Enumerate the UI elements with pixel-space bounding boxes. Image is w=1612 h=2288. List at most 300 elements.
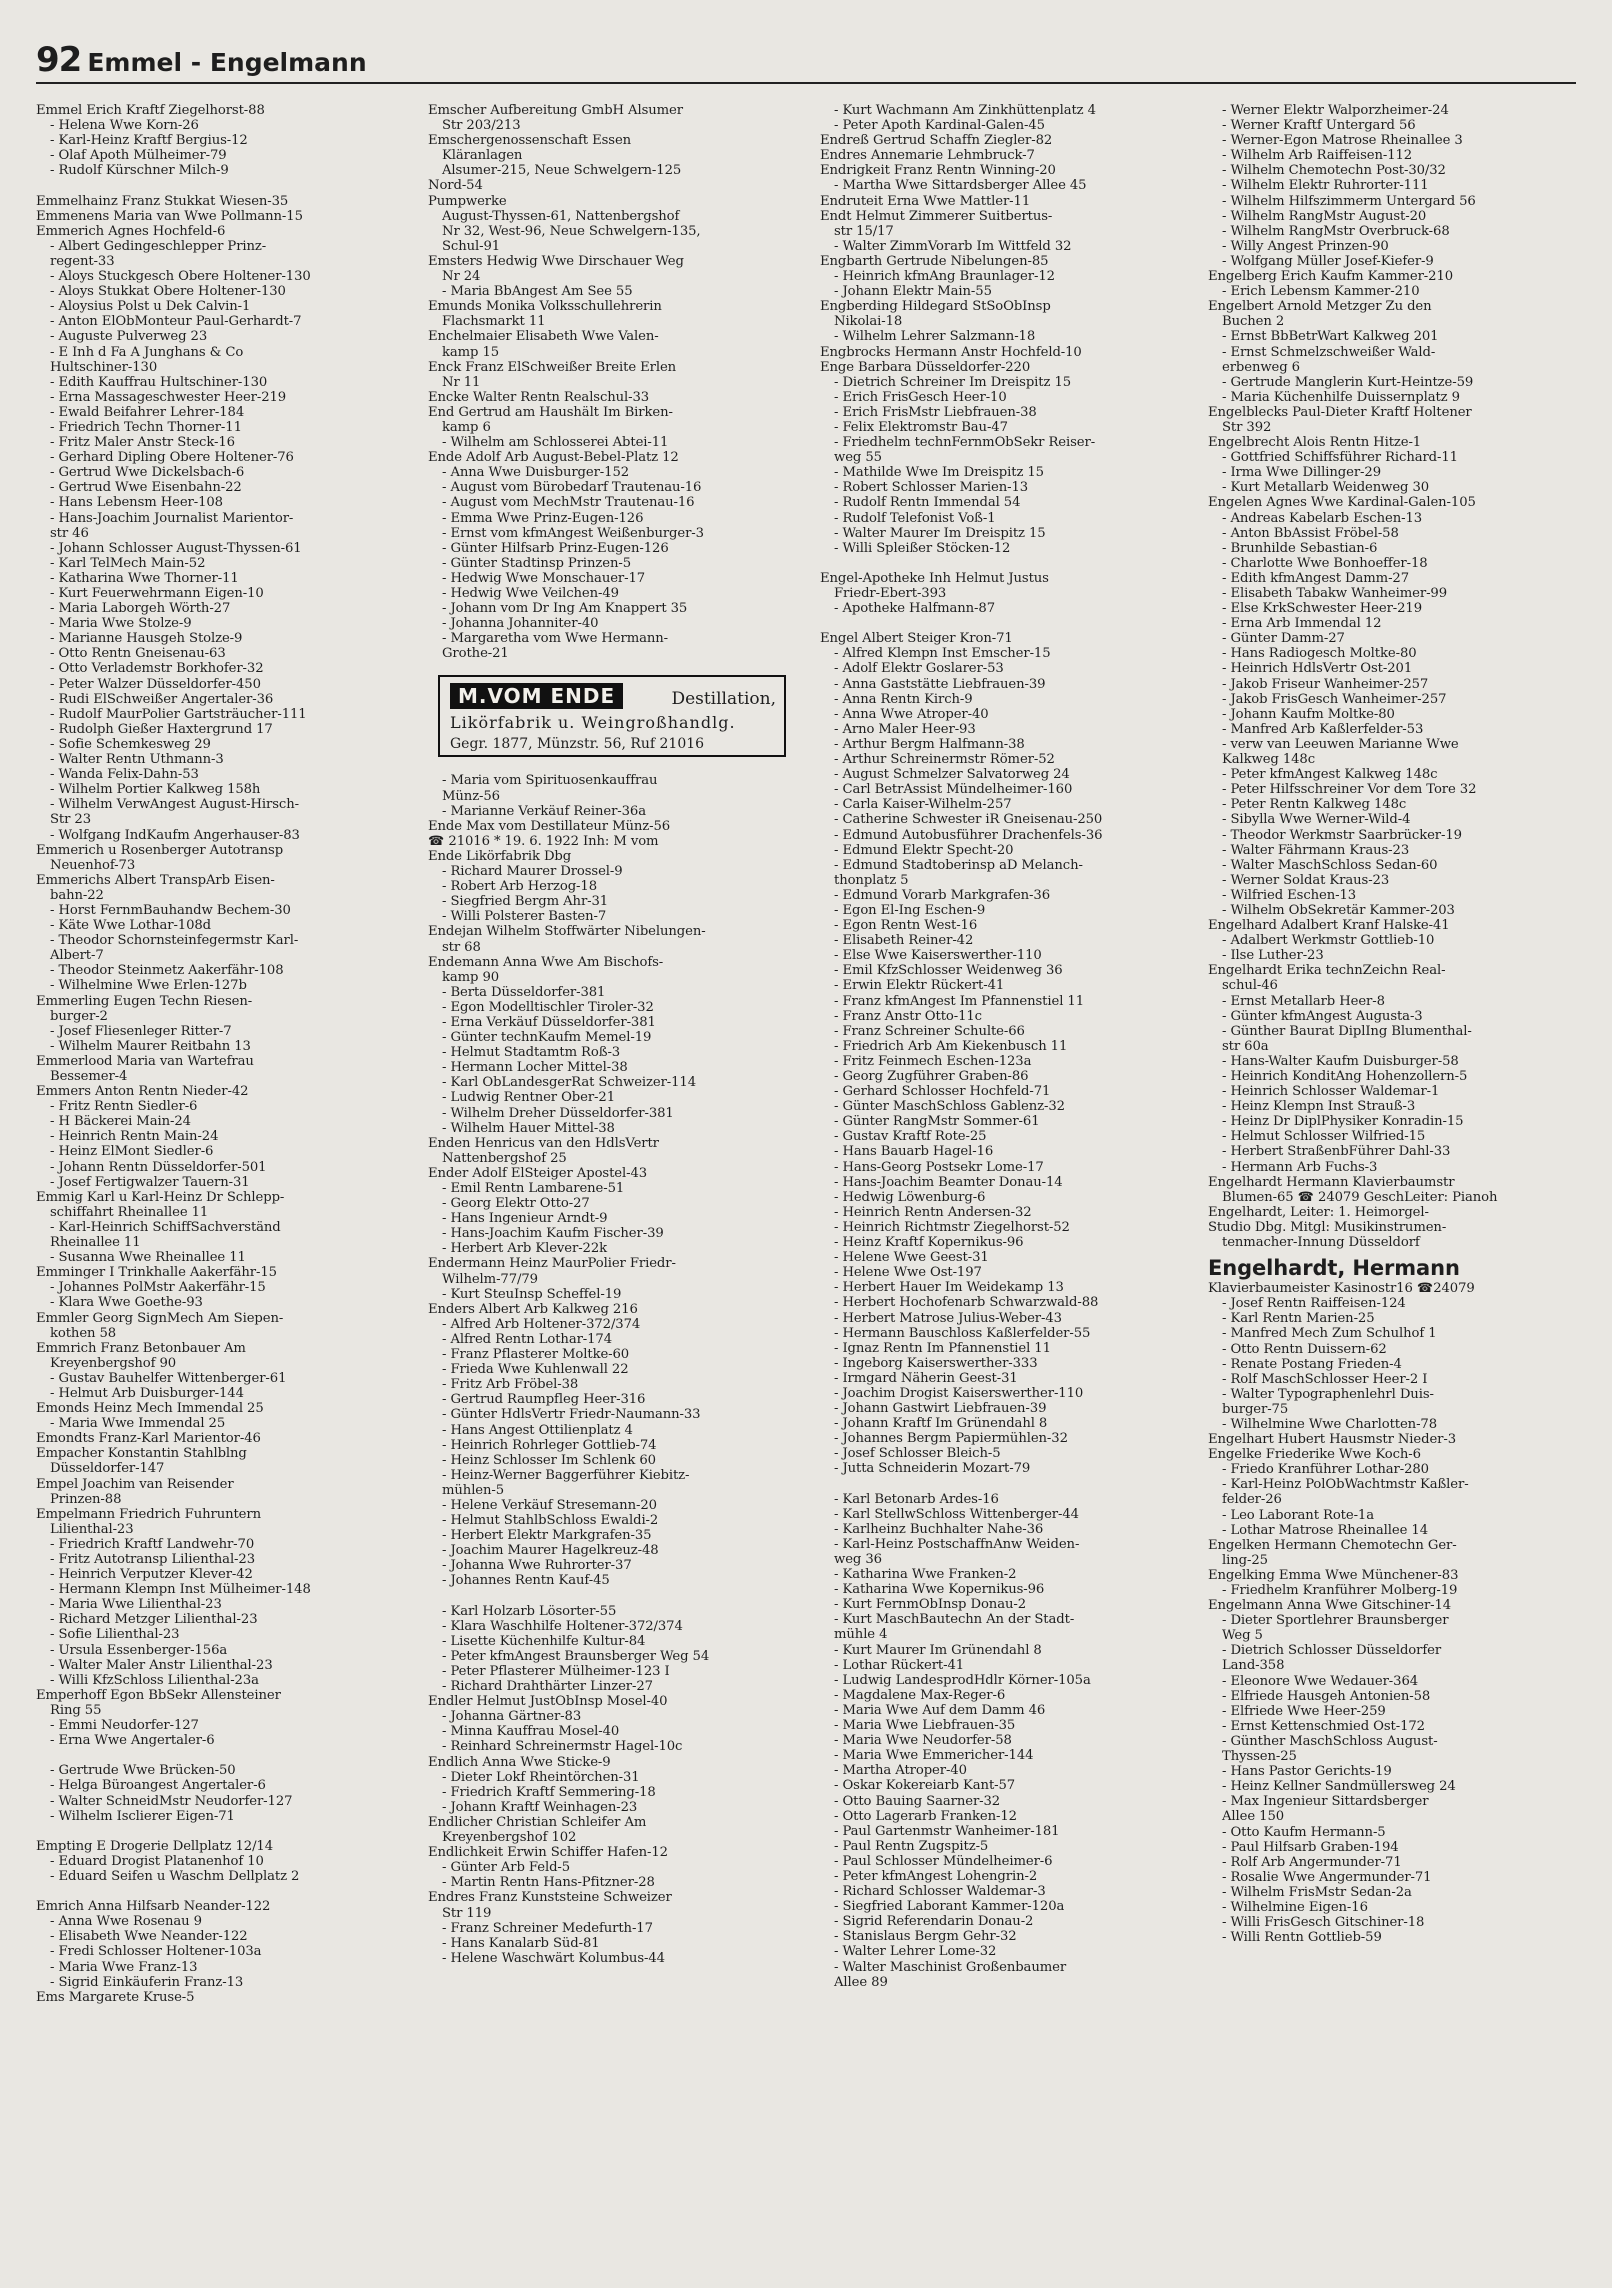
directory-entry-line: - Heinrich Rentn Main-24 <box>50 1129 219 1145</box>
directory-entry-line: kothen 58 <box>50 1325 117 1341</box>
directory-entry-line: - Anna Rentn Kirch-9 <box>834 691 973 707</box>
directory-entry-line: - Wilhelm VerwAngest August-Hirsch- <box>50 797 299 813</box>
directory-entry-line: ☎ 21016 * 19. 6. 1922 Inh: M vom <box>428 833 659 849</box>
directory-entry-line: - Marianne Verkäuf Reiner-36a <box>442 803 646 819</box>
directory-entry-line: - Helmut Schlosser Wilfried-15 <box>1222 1129 1426 1145</box>
directory-entry-line: - Wolfgang Müller Josef-Kiefer-9 <box>1222 253 1434 269</box>
directory-entry-line: - Herbert Arb Klever-22k <box>442 1241 608 1257</box>
directory-entry-line: Emrich Anna Hilfsarb Neander-122 <box>36 1899 271 1915</box>
directory-entry-line: - Fritz Rentn Siedler-6 <box>50 1099 198 1115</box>
directory-entry-line: - Maria Wwe Liebfrauen-35 <box>834 1718 1016 1734</box>
directory-entry-line: - Gustav Bauhelfer Wittenberger-61 <box>50 1370 287 1386</box>
directory-entry-line: weg 36 <box>834 1552 882 1567</box>
directory-entry-line: - Wilhelm ObSekretär Kammer-203 <box>1222 902 1455 918</box>
directory-entry-line: Endlicher Christian Schleifer Am <box>428 1814 647 1830</box>
directory-entry-line: - Egon Rentn West-16 <box>834 918 978 934</box>
directory-entry-line: - Johann vom Dr Ing Am Knappert 35 <box>442 601 688 617</box>
directory-entry-line: Kreyenbergshof 90 <box>50 1355 177 1371</box>
directory-entry-line: Kläranlagen <box>442 148 523 164</box>
directory-entry-line: - Rolf MaschSchlosser Heer-2 I <box>1222 1371 1428 1387</box>
directory-entry-line: - Sigrid Einkäuferin Franz-13 <box>50 1974 244 1990</box>
directory-entry-line: - Franz Anstr Otto-11c <box>834 1008 982 1024</box>
directory-entry-line: - Fritz Arb Fröbel-38 <box>442 1377 579 1393</box>
directory-entry-line: - Johann Schlosser August-Thyssen-61 <box>50 540 302 556</box>
directory-entry-line: Nikolai-18 <box>834 314 903 330</box>
directory-entry-line <box>820 556 1196 571</box>
directory-entry-line: - Hans-Joachim Kaufm Fischer-39 <box>442 1226 664 1242</box>
directory-entry-line: - Heinrich Schlosser Waldemar-1 <box>1222 1084 1440 1100</box>
directory-entry-line: - Erwin Elektr Rückert-41 <box>834 978 1005 994</box>
directory-entry-line: - Wilhelm Hilfszimmerm Untergard 56 <box>1222 193 1476 209</box>
directory-entry-line: - August vom Bürobedarf Trautenau-16 <box>442 480 702 496</box>
column-2 <box>428 103 804 2273</box>
directory-entry-line: - Margaretha vom Wwe Hermann- <box>442 631 669 647</box>
directory-entry-line <box>36 1748 412 1763</box>
directory-entry-line: - Johannes Rentn Kauf-45 <box>442 1573 610 1589</box>
directory-entry-line: - Martha Atroper-40 <box>834 1763 967 1779</box>
directory-entry-line: - Johanna Johanniter-40 <box>442 616 599 632</box>
directory-entry-line: - Gertrude Wwe Brücken-50 <box>50 1763 236 1779</box>
directory-entry-line: - Käte Wwe Lothar-108d <box>50 918 212 934</box>
directory-entry-line: Endres Annemarie Lehmbruck-7 <box>820 148 1035 164</box>
directory-entry-line: Endejan Wilhelm Stoffwärter Nibelungen- <box>428 924 706 940</box>
directory-entry-line: - Edmund Stadtoberinsp aD Melanch- <box>834 857 1083 873</box>
directory-entry-line: - Gertrud Raumpfleg Heer-316 <box>442 1392 646 1408</box>
directory-entry-line: - Günter technKaufm Memel-19 <box>442 1030 652 1046</box>
directory-entry-line: - Egon El-Ing Eschen-9 <box>834 902 986 918</box>
directory-entry-line: - August vom MechMstr Trautenau-16 <box>442 495 695 511</box>
directory-entry-line: - Helene Wwe Geest-31 <box>834 1250 989 1266</box>
directory-entry-line: - Susanna Wwe Rheinallee 11 <box>50 1250 246 1266</box>
directory-entry-line: - Andreas Kabelarb Eschen-13 <box>1222 510 1423 526</box>
directory-entry-line: Engelmann Anna Wwe Gitschiner-14 <box>1208 1598 1452 1614</box>
directory-entry-line: - Werner-Egon Matrose Rheinallee 3 <box>1222 133 1463 149</box>
directory-entry-line: bahn-22 <box>50 887 104 903</box>
advertisement-box <box>438 675 786 757</box>
directory-entry-line: Engel Albert Steiger Kron-71 <box>820 631 1013 647</box>
directory-entry-line: - Otto Verlademstr Borkhofer-32 <box>50 661 264 677</box>
directory-entry-line: - Edmund Elektr Specht-20 <box>834 842 1014 858</box>
directory-entry-line: Endruteit Erna Wwe Mattler-11 <box>820 193 1031 209</box>
directory-entry-line: Emmler Georg SignMech Am Siepen- <box>36 1310 284 1326</box>
directory-entry-line: Empting E Drogerie Dellplatz 12/14 <box>36 1838 273 1854</box>
directory-entry-line: - Wilhelm RangMstr August-20 <box>1222 208 1427 224</box>
directory-entry-line: - Wilhelm Chemotechn Post-30/32 <box>1222 163 1446 179</box>
directory-entry-line: - Arno Maler Heer-93 <box>834 721 976 737</box>
directory-entry-line: - Franz Schreiner Medefurth-17 <box>442 1920 653 1936</box>
directory-entry-line: Engelhard Adalbert Kranf Halske-41 <box>1208 918 1450 934</box>
directory-entry-line: - Heinz Kellner Sandmüllersweg 24 <box>1222 1779 1456 1795</box>
directory-entry-line: Bessemer-4 <box>50 1069 128 1084</box>
directory-entry-line: - Peter kfmAngest Lohengrin-2 <box>834 1868 1038 1884</box>
directory-entry-line: - Franz Schreiner Schulte-66 <box>834 1023 1025 1039</box>
directory-entry-line: - Heinz-Werner Baggerführer Kiebitz- <box>442 1467 690 1483</box>
directory-entry-line: - Anton BbAssist Fröbel-58 <box>1222 525 1399 541</box>
directory-entry-line: - Maria Küchenhilfe Duissernplatz 9 <box>1222 389 1460 405</box>
directory-entry-line: - Eleonore Wwe Wedauer-364 <box>1222 1673 1419 1689</box>
directory-entry-line: - Arthur Bergm Halfmann-38 <box>834 736 1025 752</box>
directory-entry-line: - Rolf Arb Angermunder-71 <box>1222 1854 1402 1870</box>
directory-entry-line: - Helene Wwe Ost-197 <box>834 1265 982 1281</box>
column-4-bottom <box>1208 1281 1584 1945</box>
directory-entry-line: str 68 <box>442 939 481 955</box>
directory-entry-line: Emmelhainz Franz Stukkat Wiesen-35 <box>36 193 289 209</box>
directory-entry-line: - Wilhelm FrisMstr Sedan-2a <box>1222 1884 1412 1900</box>
directory-entry-line: - Walter MaschSchloss Sedan-60 <box>1222 857 1438 873</box>
directory-entry-line: - Elfriede Hausgeh Antonien-58 <box>1222 1688 1431 1704</box>
directory-entry-line: str 46 <box>50 525 89 541</box>
directory-entry-line: - Ignaz Rentn Im Pfannenstiel 11 <box>834 1340 1051 1356</box>
directory-entry-line: Emondts Franz-Karl Marientor-46 <box>36 1431 261 1447</box>
directory-entry-line: - Richard Metzger Lilienthal-23 <box>50 1612 258 1628</box>
directory-entry-line <box>36 1824 412 1839</box>
directory-entry-line: - Erna Verkäuf Düsseldorfer-381 <box>442 1014 656 1030</box>
directory-entry-line: - Karl-Heinz PolObWachtmstr Kaßler- <box>1222 1477 1469 1493</box>
directory-entry-line: - Adalbert Werkmstr Gottlieb-10 <box>1222 933 1435 949</box>
directory-entry-line: - Walter Fährmann Kraus-23 <box>1222 842 1410 858</box>
directory-entry-line: ling-25 <box>1222 1552 1268 1568</box>
directory-entry-line: - Willi FrisGesch Gitschiner-18 <box>1222 1915 1425 1931</box>
directory-entry-line: - Magdalene Max-Reger-6 <box>834 1687 1006 1703</box>
directory-entry-line: - Theodor Steinmetz Aakerfähr-108 <box>50 963 284 979</box>
directory-entry-line: Alsumer-215, Neue Schwelgern-125 <box>442 163 682 179</box>
directory-entry-line: - Otto Lagerarb Franken-12 <box>834 1808 1017 1824</box>
directory-entry-line: - Otto Bauing Saarner-32 <box>834 1793 1001 1809</box>
directory-entry-line: - Rudolf Telefonist Voß-1 <box>834 510 996 526</box>
directory-entry-line: - Irmgard Näherin Geest-31 <box>834 1370 1018 1386</box>
directory-entry-line: - Günther MaschSchloss August- <box>1222 1733 1438 1749</box>
directory-entry-line: - Maria BbAngest Am See 55 <box>442 284 633 300</box>
directory-entry-line: Ende Max vom Destillateur Münz-56 <box>428 818 671 834</box>
directory-entry-line: Endermann Heinz MaurPolier Friedr- <box>428 1256 676 1272</box>
directory-entry-line: kamp 90 <box>442 969 500 985</box>
directory-entry-line: - Werner Soldat Kraus-23 <box>1222 872 1390 888</box>
directory-entry-line: - Willi Rentn Gottlieb-59 <box>1222 1930 1382 1946</box>
directory-entry-line: - Willi Spleißer Stöcken-12 <box>834 540 1011 556</box>
directory-entry-line: - Johanna Gärtner-83 <box>442 1709 582 1725</box>
directory-entry-line: Engelhart Hubert Hausmstr Nieder-3 <box>1208 1432 1457 1448</box>
directory-entry-line: - Hans Radiogesch Moltke-80 <box>1222 646 1417 662</box>
directory-entry-line: - Johannes PolMstr Aakerfähr-15 <box>50 1280 266 1296</box>
directory-entry-line: - Olaf Apoth Mülheimer-79 <box>50 148 227 164</box>
directory-entry-line: - Ilse Luther-23 <box>1222 948 1324 964</box>
directory-entry-line: - E Inh d Fa A Junghans & Co <box>50 344 244 360</box>
directory-entry-line: - Auguste Pulverweg 23 <box>50 329 208 345</box>
directory-entry-line: Emmel Erich Kraftf Ziegelhorst-88 <box>36 103 265 118</box>
directory-entry-line: - Dietrich Schlosser Düsseldorfer <box>1222 1643 1442 1659</box>
column-1 <box>36 103 412 2273</box>
directory-entry-line: - Richard Drahthärter Linzer-27 <box>442 1679 653 1695</box>
directory-entry-line: - Georg Elektr Otto-27 <box>442 1196 590 1212</box>
directory-entry-line: - Wilhelm am Schlosserei Abtei-11 <box>442 435 669 451</box>
directory-entry-line: - Walter ZimmVorarb Im Wittfeld 32 <box>834 238 1072 254</box>
directory-entry-line: - Friedrich Arb Am Kiekenbusch 11 <box>834 1038 1068 1054</box>
directory-entry-line: - Helmut Stadtamtm Roß-3 <box>442 1045 621 1061</box>
directory-entry-line: - Rudolf Rentn Immendal 54 <box>834 495 1021 511</box>
directory-entry-line: - Herbert Hochofenarb Schwarzwald-88 <box>834 1295 1099 1311</box>
directory-entry-line: - Walter SchneidMstr Neudorfer-127 <box>50 1793 293 1809</box>
directory-entry-line: Enden Henricus van den HdlsVertr <box>428 1135 659 1151</box>
directory-entry-line: - Emil KfzSchlosser Weidenweg 36 <box>834 963 1063 979</box>
directory-entry-line: - Heinrich HdlsVertr Ost-201 <box>1222 661 1413 677</box>
directory-entry-line: - Anna Gaststätte Liebfrauen-39 <box>834 676 1046 692</box>
directory-entry-line: Emmerichs Albert TranspArb Eisen- <box>36 872 275 888</box>
directory-entry-line: Friedr-Ebert-393 <box>834 586 947 601</box>
directory-entry-line: Emminger I Trinkhalle Aakerfähr-15 <box>36 1265 277 1281</box>
directory-entry-line: - Sigrid Referendarin Donau-2 <box>834 1914 1034 1930</box>
directory-entry-line: - Otto Kaufm Hermann-5 <box>1222 1824 1386 1840</box>
directory-entry-line: - Gertrud Wwe Eisenbahn-22 <box>50 480 242 496</box>
directory-entry-line: - Gertrud Wwe Dickelsbach-6 <box>50 465 245 481</box>
directory-entry-line: - Wilhelmine Eigen-16 <box>1222 1899 1368 1915</box>
directory-entry-line: Prinzen-88 <box>50 1491 122 1507</box>
directory-entry-line: Nattenbergshof 25 <box>442 1150 567 1166</box>
directory-entry-line: - Ludwig LandesprodHdlr Körner-105a <box>834 1672 1091 1688</box>
directory-entry-line: Engberding Hildegard StSoObInsp <box>820 299 1051 315</box>
directory-entry-line: - Kurt SteuInsp Scheffel-19 <box>442 1286 622 1302</box>
directory-entry-line: - Friedrich Techn Thorner-11 <box>50 419 242 435</box>
directory-entry-line: Engelking Emma Wwe Münchener-83 <box>1208 1567 1459 1583</box>
directory-entry-line: Encke Walter Rentn Realschul-33 <box>428 389 650 405</box>
directory-entry-line: burger-75 <box>1222 1401 1289 1417</box>
directory-entry-line: - Hans Lebensm Heer-108 <box>50 495 223 511</box>
directory-entry-line: - Hans Pastor Gerichts-19 <box>1222 1764 1392 1780</box>
directory-entry-line: Engelbert Arnold Metzger Zu den <box>1208 299 1432 315</box>
directory-entry-line: Kalkweg 148c <box>1222 752 1316 768</box>
directory-entry-line: Nr 11 <box>442 374 481 390</box>
directory-entry-line: Endreß Gertrud Schaffn Ziegler-82 <box>820 133 1053 149</box>
directory-entry-line: - Günter Arb Feld-5 <box>442 1860 571 1876</box>
directory-entry-line: Engelen Agnes Wwe Kardinal-Galen-105 <box>1208 495 1476 511</box>
directory-entry-line: Ende Adolf Arb August-Bebel-Platz 12 <box>428 450 679 466</box>
directory-entry-line <box>820 1477 1196 1492</box>
directory-entry-line: Engelbrecht Alois Rentn Hitze-1 <box>1208 435 1422 451</box>
directory-entry-line: Nr 32, West-96, Neue Schwelgern-135, <box>442 223 701 239</box>
directory-entry-line: - Minna Kauffrau Mosel-40 <box>442 1724 620 1740</box>
directory-entry-line: - Karl-Heinz Kraftf Bergius-12 <box>50 133 248 149</box>
column-3 <box>820 103 1196 2273</box>
directory-entry-line: Emunds Monika Volksschullehrerin <box>428 299 662 315</box>
ad-line-1: Destillation, <box>671 689 776 710</box>
directory-entry-line: - Peter Pflasterer Mülheimer-123 I <box>442 1664 670 1679</box>
directory-entry-line: Emmerich u Rosenberger Autotransp <box>36 842 284 858</box>
directory-entry-line: Thyssen-25 <box>1222 1749 1297 1765</box>
directory-entry-line: - Walter Maurer Im Dreispitz 15 <box>834 525 1046 541</box>
directory-entry-line: - Gerhard Schlosser Hochfeld-71 <box>834 1084 1051 1100</box>
directory-entry-line: - Heinrich Rohrleger Gottlieb-74 <box>442 1437 657 1453</box>
directory-entry-line: - Lothar Matrose Rheinallee 14 <box>1222 1522 1428 1538</box>
directory-entry-line: Emmerlood Maria van Wartefrau <box>36 1053 254 1069</box>
directory-entry-line: - Hans Kanalarb Süd-81 <box>442 1935 600 1951</box>
directory-entry-line: - Hans Angest Ottilienplatz 4 <box>442 1422 633 1438</box>
directory-entry-line: - Max Ingenieur Sittardsberger <box>1222 1794 1429 1810</box>
directory-entry-line: - Werner Kraftf Untergard 56 <box>1222 118 1416 134</box>
directory-entry-line: - Helmut StahlbSchloss Ewaldi-2 <box>442 1513 659 1529</box>
ad-brand: M.VOM ENDE <box>450 683 623 709</box>
directory-entry-line: - Wilhelm Lehrer Salzmann-18 <box>834 329 1036 345</box>
directory-entry-line: Schul-91 <box>442 238 501 254</box>
directory-entry-line: - Brunhilde Sebastian-6 <box>1222 540 1378 556</box>
directory-entry-line: - Hans Ingenieur Arndt-9 <box>442 1211 608 1227</box>
directory-entry-line: - Aloysius Polst u Dek Calvin-1 <box>50 299 251 315</box>
directory-entry-line: - Maria Wwe Emmericher-144 <box>834 1748 1034 1764</box>
directory-entry-line: Emmrich Franz Betonbauer Am <box>36 1340 246 1356</box>
directory-entry-line: Str 119 <box>442 1905 492 1921</box>
directory-entry-line: - Karl-Heinrich SchiffSachverständ <box>50 1219 281 1235</box>
directory-entry-line: - Peter Hilfsschreiner Vor dem Tore 32 <box>1222 782 1477 798</box>
directory-entry-line: - Sibylla Wwe Werner-Wild-4 <box>1222 812 1411 828</box>
directory-entry-line: Emmerich Agnes Hochfeld-6 <box>36 223 226 239</box>
directory-entry-line: regent-33 <box>50 253 115 269</box>
directory-entry-line: Nr 24 <box>442 269 481 285</box>
directory-entry-line: - Edith kfmAngest Damm-27 <box>1222 570 1409 586</box>
directory-entry-line: - Paul Hilfsarb Graben-194 <box>1222 1839 1399 1855</box>
directory-entry-line: - Arthur Schreinermstr Römer-52 <box>834 752 1055 768</box>
directory-entry-line: - Jakob FrisGesch Wanheimer-257 <box>1222 691 1447 707</box>
directory-entry-line: str 60a <box>1222 1038 1269 1054</box>
directory-entry-line: - Kurt Maurer Im Grünendahl 8 <box>834 1642 1042 1658</box>
directory-entry-line: - Gottfried Schiffsführer Richard-11 <box>1222 450 1458 466</box>
directory-entry-line: - Irma Wwe Dillinger-29 <box>1222 465 1381 481</box>
directory-entry-line: - Hans-Joachim Journalist Marientor- <box>50 510 294 526</box>
directory-entry-line: Endemann Anna Wwe Am Bischofs- <box>428 954 664 970</box>
directory-entry-line: - Friedo Kranführer Lothar-280 <box>1222 1462 1429 1478</box>
directory-entry-line: - Manfred Arb Kaßlerfelder-53 <box>1222 721 1424 737</box>
directory-entry-line: - Willi Polsterer Basten-7 <box>442 909 607 925</box>
directory-entry-line: - Richard Schlosser Waldemar-3 <box>834 1884 1046 1900</box>
directory-entry-line: - Karl Rentn Marien-25 <box>1222 1311 1375 1327</box>
directory-entry-line: - Oskar Kokereiarb Kant-57 <box>834 1778 1016 1794</box>
directory-entry-line: - Herbert Matrose Julius-Weber-43 <box>834 1310 1062 1326</box>
directory-entry-line: - Friedhelm technFernmObSekr Reiser- <box>834 435 1096 451</box>
directory-entry-line: Nord-54 <box>428 178 483 194</box>
directory-entry-line: - Hans-Walter Kaufm Duisburger-58 <box>1222 1053 1459 1069</box>
directory-entry-line: - Rudolph Gießer Haxtergrund 17 <box>50 721 273 737</box>
directory-entry-line: - Hermann Bauschloss Kaßlerfelder-55 <box>834 1325 1091 1341</box>
directory-entry-line: - Maria Wwe Franz-13 <box>50 1959 198 1975</box>
directory-entry-line: kamp 6 <box>442 419 491 435</box>
directory-entry-line: - Kurt Feuerwehrmann Eigen-10 <box>50 586 264 601</box>
directory-entry-line: - Adolf Elektr Goslarer-53 <box>834 661 1004 677</box>
directory-entry-line: Düsseldorfer-147 <box>50 1461 165 1477</box>
directory-entry-line: - Hedwig Löwenburg-6 <box>834 1189 986 1205</box>
directory-entry-line: - Otto Rentn Duissern-62 <box>1222 1341 1387 1357</box>
directory-entry-line: - H Bäckerei Main-24 <box>50 1114 191 1130</box>
directory-entry-line: - Wilhelm Elektr Ruhrorter-111 <box>1222 178 1429 194</box>
directory-entry-line: - Robert Arb Herzog-18 <box>442 879 597 895</box>
directory-entry-line: - Stanislaus Bergm Gehr-32 <box>834 1929 1017 1945</box>
directory-entry-line: burger-2 <box>50 1008 108 1024</box>
directory-entry-line: - Heinz Klempn Inst Strauß-3 <box>1222 1099 1416 1115</box>
directory-entry-line: Buchen 2 <box>1222 314 1285 330</box>
directory-entry-line: - Wilhelm Maurer Reitbahn 13 <box>50 1038 251 1054</box>
directory-entry-line: - Georg Zugführer Graben-86 <box>834 1069 1029 1084</box>
directory-entry-line: - Heinz Schlosser Im Schlenk 60 <box>442 1452 656 1468</box>
directory-entry-line: - Heinrich KonditAng Hohenzollern-5 <box>1222 1069 1468 1084</box>
directory-entry-line: - Mathilde Wwe Im Dreispitz 15 <box>834 465 1044 481</box>
directory-entry-line: - Paul Rentn Zugspitz-5 <box>834 1838 989 1854</box>
directory-entry-line: - Horst FernmBauhandw Bechem-30 <box>50 902 291 918</box>
column-2-bottom <box>428 773 804 1965</box>
directory-entry-line: - Wolfgang IndKaufm Angerhauser-83 <box>50 827 300 843</box>
directory-entry-line: - Anna Wwe Rosenau 9 <box>50 1914 202 1930</box>
directory-entry-line: - Martin Rentn Hans-Pfitzner-28 <box>442 1875 655 1891</box>
directory-entry-line: mühle 4 <box>834 1627 888 1643</box>
directory-entry-line: - Peter kfmAngest Braunsberger Weg 54 <box>442 1648 710 1664</box>
directory-entry-line: Emmers Anton Rentn Nieder-42 <box>36 1084 249 1100</box>
directory-entry-line: - Günter Damm-27 <box>1222 631 1345 647</box>
directory-entry-line: Empel Joachim van Reisender <box>36 1476 234 1492</box>
directory-entry-line: - Karl StellwSchloss Wittenberger-44 <box>834 1506 1079 1522</box>
directory-entry-line: - Friedrich Kraftf Semmering-18 <box>442 1784 656 1800</box>
directory-entry-line: - Wilhelmine Wwe Erlen-127b <box>50 978 247 994</box>
directory-entry-line: Emmig Karl u Karl-Heinz Dr Schlepp- <box>36 1189 285 1205</box>
directory-entry-line: - Josef Fliesenleger Ritter-7 <box>50 1023 232 1039</box>
directory-entry-line: - Carl BetrAssist Mündelheimer-160 <box>834 782 1073 798</box>
directory-entry-line: Ems Margarete Kruse-5 <box>36 1989 195 2005</box>
directory-entry-line: - Karl TelMech Main-52 <box>50 555 206 571</box>
column-4-top <box>1208 103 1584 1250</box>
directory-entry-line: - Else Wwe Kaiserswerther-110 <box>834 948 1042 964</box>
directory-entry-line: - Günter Hilfsarb Prinz-Eugen-126 <box>442 540 669 556</box>
directory-entry-line: - Helmut Arb Duisburger-144 <box>50 1385 244 1401</box>
directory-entry-line: Flachsmarkt 11 <box>442 314 546 330</box>
directory-entry-line: - Franz Pflasterer Moltke-60 <box>442 1347 630 1363</box>
directory-entry-line: - Günter MaschSchloss Gablenz-32 <box>834 1099 1065 1115</box>
directory-entry-line: - Elisabeth Reiner-42 <box>834 933 974 949</box>
directory-entry-line: Kreyenbergshof 102 <box>442 1830 577 1846</box>
directory-entry-line: Engbarth Gertrude Nibelungen-85 <box>820 253 1049 269</box>
directory-entry-line <box>36 178 412 193</box>
directory-entry-line: - Wilhelm Arb Raiffeisen-112 <box>1222 148 1413 164</box>
directory-entry-line: - Helene Waschwärt Kolumbus-44 <box>442 1950 665 1966</box>
directory-entry-line: August-Thyssen-61, Nattenbergshof <box>442 208 680 224</box>
directory-entry-line: Engel-Apotheke Inh Helmut Justus <box>820 570 1049 586</box>
directory-entry-line: Engelhardt, Leiter: 1. Heimorgel- <box>1208 1204 1429 1220</box>
directory-entry-line: - Edith Kauffrau Hultschiner-130 <box>50 374 268 390</box>
directory-entry-line: Engbrocks Hermann Anstr Hochfeld-10 <box>820 344 1082 360</box>
directory-entry-line: weg 55 <box>834 450 882 466</box>
directory-entry-line: - verw van Leeuwen Marianne Wwe <box>1222 736 1459 752</box>
directory-entry-line: - Maria Wwe Immendal 25 <box>50 1416 226 1432</box>
ad-line-3: Gegr. 1877, Münzstr. 56, Ruf 21016 <box>450 736 705 753</box>
directory-entry-line: mühlen-5 <box>442 1482 505 1498</box>
directory-entry-line: - Johann Kraftf Im Grünendahl 8 <box>834 1416 1048 1432</box>
directory-entry-line: - Walter Lehrer Lome-32 <box>834 1944 997 1960</box>
directory-entry-line: - Fritz Maler Anstr Steck-16 <box>50 435 235 451</box>
directory-entry-line: Enge Barbara Düsseldorfer-220 <box>820 359 1031 375</box>
directory-entry-line: - Wilhelm Portier Kalkweg 158h <box>50 782 261 798</box>
directory-entry-line: Pumpwerke <box>428 193 507 209</box>
directory-entry-line: - Friedrich Kraftf Landwehr-70 <box>50 1536 255 1552</box>
directory-entry-line: - Maria Wwe Stolze-9 <box>50 616 192 632</box>
page-header <box>36 40 1576 84</box>
directory-entry-line: - Eduard Seifen u Waschm Dellplatz 2 <box>50 1868 300 1884</box>
directory-entry-line: - Sofie Lilienthal-23 <box>50 1627 180 1643</box>
directory-entry-line: - Klara Waschhilfe Holtener-372/374 <box>442 1618 683 1634</box>
directory-entry-line: Weg 5 <box>1222 1628 1263 1644</box>
directory-entry-line: - Anton ElObMonteur Paul-Gerhardt-7 <box>50 314 302 330</box>
directory-entry-line: - Maria vom Spirituosenkauffrau <box>442 773 658 789</box>
directory-entry-line: - Paul Schlosser Mündelheimer-6 <box>834 1853 1053 1869</box>
directory-entry-line: - Herbert Elektr Markgrafen-35 <box>442 1528 652 1544</box>
directory-entry-line: Grothe-21 <box>442 646 509 662</box>
directory-entry-line: Studio Dbg. Mitgl: Musikinstrumen- <box>1208 1219 1447 1235</box>
directory-entry-line: - Apotheke Halfmann-87 <box>834 601 995 617</box>
directory-entry-line: - Rudi ElSchweißer Angertaler-36 <box>50 691 274 707</box>
directory-entry-line: schiffahrt Rheinallee 11 <box>50 1204 209 1220</box>
directory-entry-line: - Ursula Essenberger-156a <box>50 1642 228 1658</box>
